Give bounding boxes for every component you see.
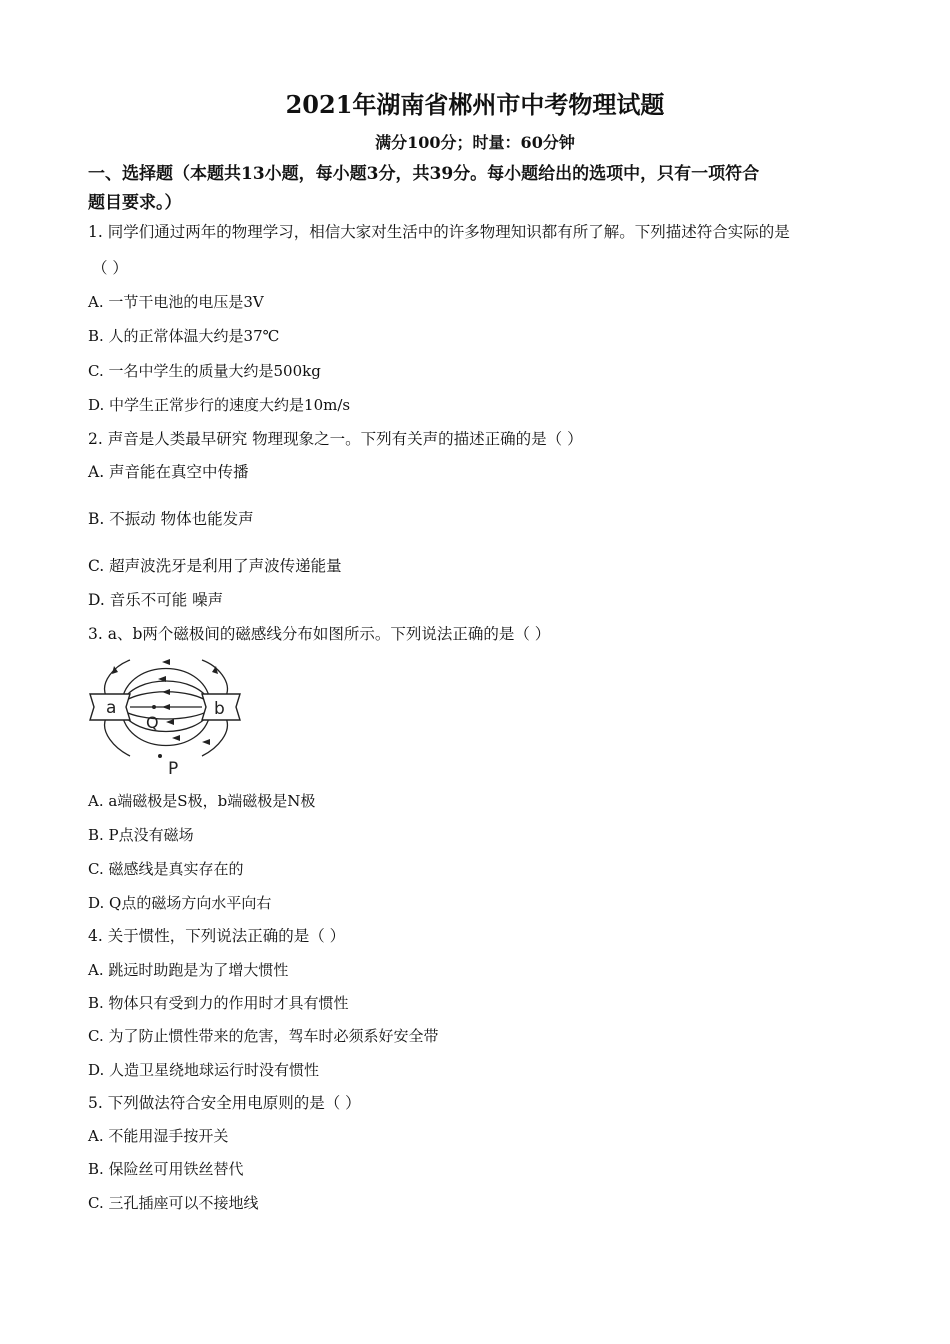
- question-1-answer-paren: （ ）: [92, 259, 128, 277]
- question-3-option-a: A. a端磁极是S极，b端磁极是N极: [88, 792, 316, 810]
- question-2-stem: 2. 声音是人类最早研究 物理现象之一。下列有关声的描述正确的是（ ）: [88, 430, 583, 448]
- question-4-option-c: C. 为了防止惯性带来的危害，驾车时必须系好安全带: [88, 1027, 439, 1045]
- exam-info: 满分100分；时量：60分钟: [375, 133, 575, 152]
- question-4-option-b: B. 物体只有受到力的作用时才具有惯性: [88, 994, 349, 1012]
- section-heading-line2: 题目要求。）: [88, 193, 182, 213]
- question-4-option-d: D. 人造卫星绕地球运行时没有惯性: [88, 1061, 320, 1079]
- question-2-option-c: C. 超声波洗牙是利用了声波传递能量: [88, 557, 342, 575]
- question-1-stem: 1. 同学们通过两年的物理学习，相信大家对生活中的许多物理知识都有所了解。下列描述符合实际的是: [88, 223, 790, 241]
- question-5-stem: 5. 下列做法符合安全用电原则的是（ ）: [88, 1094, 361, 1112]
- question-1-option-d: D. 中学生正常步行的速度大约是10m/s: [88, 396, 351, 414]
- question-1-option-c: C. 一名中学生的质量大约是500kg: [88, 362, 321, 380]
- question-3-option-d: D. Q点的磁场方向水平向右: [88, 894, 272, 912]
- figure-label-a: a: [106, 698, 117, 718]
- question-2-option-b: B. 不振动 物体也能发声: [88, 510, 254, 528]
- figure-label-p: P: [168, 759, 179, 779]
- question-3-stem: 3. a、b两个磁极间的磁感线分布如图所示。下列说法正确的是（ ）: [88, 625, 551, 643]
- question-3-option-c: C. 磁感线是真实存在的: [88, 860, 244, 878]
- question-3-option-b: B. P点没有磁场: [88, 826, 194, 844]
- question-5-option-a: A. 不能用湿手按开关: [88, 1127, 229, 1145]
- page-title: 2021年湖南省郴州市中考物理试题: [285, 90, 665, 119]
- question-2-option-d: D. 音乐不可能 噪声: [88, 591, 224, 609]
- question-4-option-a: A. 跳远时助跑是为了增大惯性: [88, 961, 289, 979]
- question-2-option-a: A. 声音能在真空中传播: [88, 463, 249, 481]
- magnetic-field-figure: [86, 652, 246, 780]
- question-1-option-b: B. 人的正常体温大约是37℃: [88, 327, 280, 345]
- question-5-option-b: B. 保险丝可用铁丝替代: [88, 1160, 244, 1178]
- question-5-option-c: C. 三孔插座可以不接地线: [88, 1194, 259, 1212]
- figure-label-q: Q: [146, 713, 159, 732]
- question-1-option-a: A. 一节干电池的电压是3V: [88, 293, 264, 311]
- question-4-stem: 4. 关于惯性，下列说法正确的是（ ）: [88, 927, 346, 945]
- figure-label-b: b: [214, 699, 225, 719]
- section-heading-line1: 一、选择题（本题共13小题，每小题3分，共39分。每小题给出的选项中，只有一项符合: [88, 164, 760, 184]
